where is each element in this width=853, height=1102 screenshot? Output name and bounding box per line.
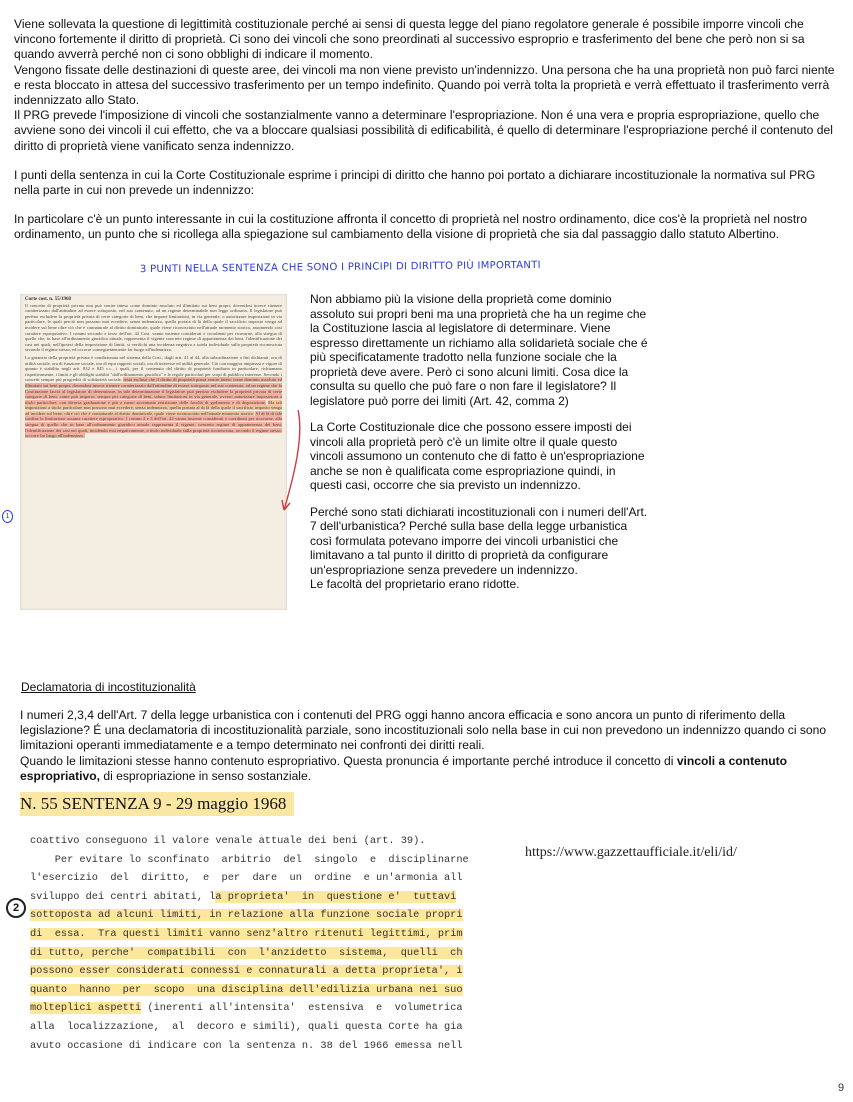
- red-arrow: [276, 406, 306, 516]
- declamatoria-text-part: Quando le limitazioni stesse hanno contenuto espropriativo. Questa pronuncia é importante perché introduce il concetto di: [20, 753, 677, 768]
- circle-mark-2: 2: [6, 898, 26, 918]
- declamatoria-text-part: di espropriazione in senso sostanziale.: [99, 768, 312, 783]
- sentenza-title: N. 55 SENTENZA 9 - 29 maggio 1968: [20, 792, 294, 816]
- declamatoria-paragraph-2: [20, 754, 840, 784]
- excerpt-highlight: a proprieta' in questione e' tuttavi: [215, 890, 457, 903]
- excerpt-highlight: Tra questi limiti vanno senz'altro ritenuti legittimi, prim: [85, 927, 463, 940]
- intro-paragraph-2: Vengono fissate delle destinazioni di queste aree, dei vincoli ma non viene previsto un'indennizzo. Una persona che ha una proprietà non può farci niente e resta bloccato in attesa del successivo trasferimento per un tempo indefinito. Quando poi verrà tolta la proprietà e verrà effettuato il trasferimento verrà indennizzato allo Stato.: [14, 62, 835, 108]
- excerpt-line: Per evitare lo sconfinato arbitrio del singolo e disciplinarne: [30, 853, 469, 866]
- intro-paragraph-1: Viene sollevata la questione di legittimità costituzionale perché ai sensi di questa legge del piano regolatore generale é possibile imporre vincoli che vincono fortemente il diritto di proprietà. Ci sono dei vincoli che sono preordinati al successivo esproprio e trasferimento del bene che però non si sa quando avverrà perché non ci sono obblighi di indicare il momento.: [14, 17, 805, 62]
- page-number: 9: [838, 1082, 845, 1094]
- scan-highlight: Ma tali imposizioni a titolo particolare non possono mai eccedere, senza indennizzo, quella portata al di là della quale il sacrificio imposto venga ad incidere sul bene, oltre ciò che è connaturale al diritto dominicale, quale viene riconosciuto nell'attuale momento storico.: [25, 399, 283, 416]
- intro-text: [14, 17, 836, 243]
- scan-heading: Corte cost. n. 55/1968: [25, 297, 71, 302]
- scan-paragraph-2: [25, 355, 282, 439]
- excerpt-highlight: molteplici aspetti: [30, 1002, 142, 1015]
- bold-term: vincoli a contenuto espropriativo,: [20, 753, 788, 783]
- intro-paragraph-4: I punti della sentenza in cui la Corte Costituzionale esprime i principi di diritto che hanno poi portato a dichiarare incostituzionale la normativa sul PRG nella parte in cui non prevede un indennizzo:: [14, 167, 816, 198]
- scan-highlight: resta escluso che il diritto di proprietà possa venire inteso come dominio assoluto ed illimitato sui beni propri, dovendosi invece ritenere caratterizzato dall'attitudine di essere sottoposto nel suo contenuto, ad un regime che la Costituzione lascia al legislatore di determinare, in tale determinazione il legislatore può persino escludere la proprietà privata di certe categorie di beni, come può imporre, sempre per categorie di beni, talune limitazioni in via generale, ovvero autorizzare imposizioni a titolo particolare, con diversa graduazione e più o meno accentuata restrizione delle facoltà di godimento e di disposizione.: [25, 377, 282, 405]
- declamatoria-paragraph-1: I numeri 2,3,4 dell'Art. 7 della legge urbanistica con i contenuti del PRG oggi hanno ancora efficacia e sono ancora un punto di riferimento della legislazione? É una declamatoria di incostituzionalità parziale, sono incostituzionali solo nella base in cui non prevedono un indennizzo quando ci sono limitazioni operanti immediatamente e a tempo determinato nei confronti dei diritti reali.: [20, 708, 827, 753]
- scan-text: La garanzia della proprietà privata è condizionata nel sistema della Cost., dagli artt. 41 al 44, alla subordinazione a fini dichiarati, ora di utilità sociale, ora di funzione sociale, ora di equi rapporti sociali, ora di interesse ed utilità generale. Ciò con maggior ampiezza e vigore di quanto è stabilito negli artt. 832 e 845 c.c., i quali, per il contenuto del diritto di proprietà fondiaria in particolare, richiamano rispettivamente, i limiti e gli obblighi stabiliti "dall'ordinamento giuridico" e le regole particolari per scopi di pubblico interesse. Secondo i concetti sempre più progrediti di solidarietà sociale,: [25, 354, 282, 383]
- side-paragraph-2: La Corte Costituzionale dice che possono essere imposti dei vincoli alla proprietà però c'è un limite oltre il quale questo vincoli assumono un contenuto che di fatto è un'espropriazione anche se non è qualificata come espropriazione quindi, in questi casi, occorre che sia previsto un indennizzo.: [310, 420, 645, 492]
- excerpt-highlight: di essa.: [30, 927, 86, 940]
- intro-paragraph-5: In particolare c'è un punto interessante in cui la costituzione affronta il concetto di proprietà nel nostro ordinamento, dice cos'è la proprietà nel nostro ordinamento, un punto che si ricollega alla spiegazione sul cambiamento della visione di proprietà che sia dal passaggio dallo statuto Albertino.: [14, 212, 807, 242]
- intro-paragraph-3: Il PRG prevede l'imposizione di vincoli che sostanzialmente vanno a determinare l'espropriazione. Non é una vera e propria espropriazione, quello che avviene sono dei vincoli il cui effetto, che va a bloccare qualsiasi possibilità di edificabilità, é quello di determinare l'espropriazione perché il contenuto del diritto di proprietà viene vanificato senza indennizzo.: [14, 108, 833, 153]
- gazzetta-excerpt: [30, 832, 508, 1055]
- scan-highlight: Al di là di tale confine la limitazione assume carattere espropriativo. I commi 2 e 3 dell'art. 42 vanno insieme considerati e coordinati per ricavarne, alla stregua di quello che in base all'ordinamento giuridico attuale rappresenta il vigente, concreto regime di appartenenza dei beni, l'identificazione dei casi nei quali, incidendo essi negativamente, a titolo individuale sulla proprietà riconosciuta, secondo il regime stesso, occorre far luogo all'indennizzo.: [25, 410, 283, 439]
- side-paragraph-3: Perché sono stati dichiarati incostituzionali con i numeri dell'Art. 7 dell'urbanistica? Perché sulla base della legge urbanistica così formulata potevano imporre dei vincoli urbanistici che limitavano a tal punto il diritto di proprietà da configurare un'espropriazione senza prevedere un indennizzo.: [310, 504, 648, 577]
- excerpt-highlight: possono esser considerati connessi e connaturali a detta proprieta', i: [30, 965, 463, 978]
- excerpt-line: alla localizzazione, al decoro e simili), quali questa Corte ha gia: [30, 1020, 463, 1033]
- side-paragraph-4: Le facoltà del proprietario erano ridotte.: [310, 577, 520, 591]
- excerpt-line: avuto occasione di indicare con la sentenza n. 38 del 1966 emessa nell: [30, 1039, 463, 1052]
- side-paragraph-1: Non abbiamo più la visione della proprietà come dominio assoluto sui propri beni ma una proprietà che ha un regime che la Costituzione lascia al legislatore di determinare. Viene espresso direttamente un richiamo alla solidarietà sociale che é più specificatamente tradotto nella funzione sociale che la proprietà deve avere. Però ci sono alcuni limiti. Cosa dice la consulta su quello che può fare o non fare il legislatore? Il legislatore può porre dei limiti (Art. 42, comma 2): [310, 292, 648, 408]
- declamatoria-text: [20, 708, 840, 784]
- side-commentary: [310, 292, 650, 604]
- handwritten-note: 3 PUNTI NELLA SENTENZA CHE SONO I PRINCIPI DI DIRITTO PIÙ IMPORTANTI: [139, 259, 541, 276]
- circle-mark-1: 1: [2, 510, 13, 523]
- excerpt-highlight: sottoposta ad alcuni limiti, in relazione alla funzione sociale propri: [30, 909, 463, 922]
- scan-paragraph-1: Il concetto di proprietà privata non può venire inteso come dominio assoluto ed illimitato sui beni propri, dovendosi invece ritenere caratterizzato dall'attitudine ad essere sottoposto, nel suo contenuto, ad un regime determinabile non legge ordinaria. Il legislatore può perfino escludere la proprietà privata di certe categorie di beni, che impone limitazioni, in via generale, o autorizzare imposizioni in via particolare, le quali perciò non possono mai eccedere, senza indennizzo, quella portata di là della quale il sacrificio imposto venga ad incidere sul bene oltre ciò che è connaturale al diritto dominicale, quale viene riconosciuto nell'attuale momento storico, assumendo così carattere espropriativo. I commi secondo e terzo dell'art. 42 Cost. vanno insieme considerati e coordinati per ricavarne, alla stregua di quello che, in base all'ordinamento giuridico attuale, rappresenta il vigente concreto regime di appartenenza dei beni, l'identificazione dei casi nei quali, nell'ipotesi della imposizione di limiti, si verifichi una incidenza negativa a tutela individuale sulla proprietà riconosciuta secondo il regime stesso, ed occorre conseguentemente far luogo all'indennizzo.: [25, 302, 282, 353]
- excerpt-highlight: quanto hanno per scopo una disciplina dell'edilizia urbana nei suo: [30, 983, 463, 996]
- scanned-excerpt: [20, 294, 287, 610]
- excerpt-line: sviluppo dei centri abitati, l: [30, 890, 216, 903]
- section-heading: Declamatoria di incostituzionalità: [21, 680, 196, 694]
- excerpt-highlight: di tutto, perche' compatibili con l'anzidetto sistema, quelli ch: [30, 946, 463, 959]
- excerpt-line: coattivo conseguono il valore venale attuale dei beni (art. 39).: [30, 835, 426, 847]
- gazzetta-url: https://www.gazzettaufficiale.it/eli/id/: [525, 845, 737, 860]
- excerpt-line: l'esercizio del diritto, e per dare un ordine e un'armonia all: [30, 872, 463, 885]
- excerpt-line: (inerenti all'intensita' estensiva e volumetrica: [141, 1002, 463, 1015]
